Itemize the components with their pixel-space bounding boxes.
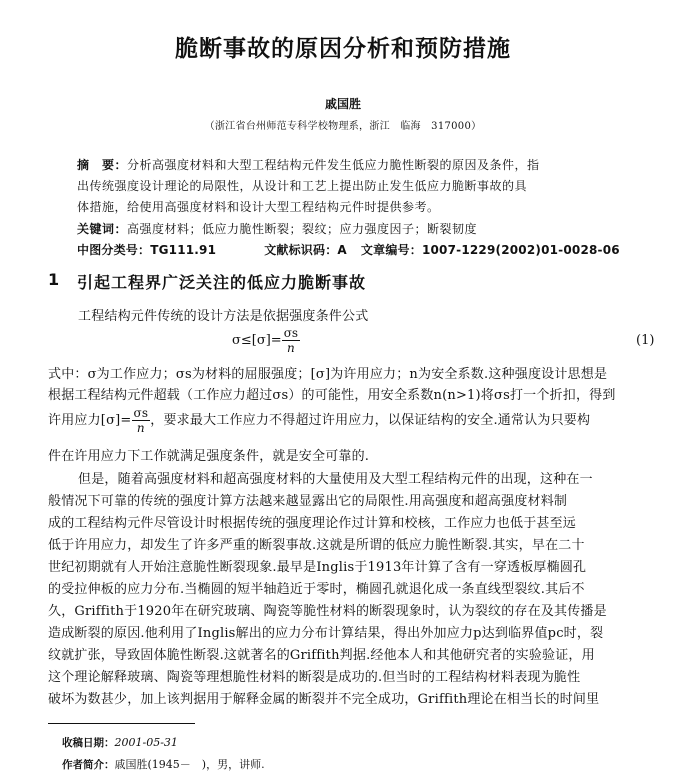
paragraph-1-line-1: 式中：σ为工作应力；σs为材料的屈服强度；[σ]为许用应力；n为安全系数.这种强度设计思想是 [48,367,608,382]
abstract-line-3: 体措施，给使用高强度材料和设计大型工程结构元件时提供参考。 [77,200,440,214]
equation-number: (1) [636,333,655,348]
abstract-text-1: 分析高强度材料和大型工程结构元件发生低应力脆性断裂的原因及条件，指 [127,158,540,172]
paragraph-2-line-7: 久，Griffith于1920年在研究玻璃、陶瓷等脆性材料的断裂现象时，认为裂纹的存在及其传播是 [48,604,607,619]
keywords-text: 高强度材料；低应力脆性断裂；裂纹；应力强度因子；断裂韧度 [127,222,478,236]
author-bio-label: 作者简介： [62,759,115,771]
section-title: 引起工程界广泛关注的低应力脆断事故 [77,273,367,292]
equation-left: σ≤[σ]= [232,333,282,348]
paragraph-1-line-4: 件在许用应力下工作就满足强度条件，就是安全可靠的. [48,449,370,464]
equation-fraction [282,326,300,355]
equation-numerator: σs [283,326,299,340]
paragraph-2-line-8: 造成断裂的原因.他利用了Inglis解出的应力分布计算结果，得出外加应力p达到临界值pc时，裂 [48,626,604,641]
clc-value: TG111.91 [150,243,217,257]
abstract-line-2: 出传统强度设计理论的局限性，从设计和工艺上提出防止发生低应力脆断事故的具 [77,179,528,193]
keywords-line [77,220,477,237]
equation-denominator: n [287,341,295,355]
author-affiliation: （浙江省台州师范专科学校物理系，浙江 临海 317000） [204,121,482,132]
paragraph-2-line-9: 纹就扩张，导致固体脆性断裂.这就著名的Griffith判据.经他本人和其他研究者的实验验证，用 [48,648,595,663]
inline-fraction [132,406,151,435]
paragraph-2-line-11: 破坏为数甚少，加上该判据用于解释金属的断裂并不完全成功，Griffith理论在相当长的时间里 [48,692,600,707]
article-number-value: 1007-1229(2002)01-0028-06 [421,243,620,257]
inline-denominator: n [136,421,145,435]
paragraph-2-line-10: 这个理论解释玻璃、陶瓷等理想脆性材料的断裂是成功的.但当时的工程结构材料表现为脆性 [48,670,581,685]
paragraph-2-line-1: 但是，随着高强度材料和超高强度材料的大量使用及大型工程结构元件的出现，这种在一 [78,472,593,487]
p1-l3-end: ，要求最大工作应力不得超过许用应力，以保证结构的安全.通常认为只要构 [150,413,591,428]
doc-code-value: A [337,243,347,257]
paragraph-2-line-5: 世纪初期就有人开始注意脆性断裂现象.最早是Inglis于1913年计算了含有一穿透板厚椭圆孔 [48,560,587,575]
equation-1 [232,326,300,355]
article-number-label: 文章编号： [360,243,422,257]
footnote-received [62,735,178,750]
footnote-divider [48,723,195,724]
section-number: 1 [48,270,60,289]
paragraph-2-line-2: 般情况下可靠的传统的强度计算方法越来越显露出它的局限性.用高强度和超高强度材料制 [48,494,568,509]
doc-code-label: 文献标识码： [264,243,338,257]
paragraph-2-line-3: 成的工程结构元件尽管设计时根据传统的强度理论作过计算和校核，工作应力也低于甚至远 [48,516,577,531]
received-date: 2001-05-31 [114,736,178,749]
author-bio: 戚国胜(1945－ )，男，讲师. [114,758,265,771]
paragraph-1-line-2: 根据工程结构元件超载（工作应力超过σs）的可能性，用安全系数n(n>1)将σs打一个折扣，得到 [48,388,616,403]
paper-title: 脆断事故的原因分析和预防措施 [175,36,511,62]
keywords-label: 关键词： [77,222,128,236]
abstract-label: 摘 要： [77,158,128,172]
classification-line [77,241,620,258]
paragraph-2-line-6: 的受拉伸板的应力分布.当椭圆的短半轴趋近于零时，椭圆孔就退化成一条直线型裂纹.其后不 [48,582,585,597]
author-name: 戚国胜 [324,97,361,111]
clc-label: 中图分类号： [77,243,151,257]
abstract-line-1 [77,156,540,173]
paragraph-2-line-4: 低于许用应力，却发生了许多严重的断裂事故.这就是所谓的低应力脆性断裂.其实，早在二十 [48,538,585,553]
footnote-author [62,756,265,772]
paragraph-1-line-3 [48,406,590,435]
received-label: 收稿日期： [62,737,115,749]
paragraph-intro: 工程结构元件传统的设计方法是依据强度条件公式 [78,309,369,324]
inline-numerator: σs [133,406,149,420]
p1-l3-start: 许用应力[σ]= [48,413,132,428]
